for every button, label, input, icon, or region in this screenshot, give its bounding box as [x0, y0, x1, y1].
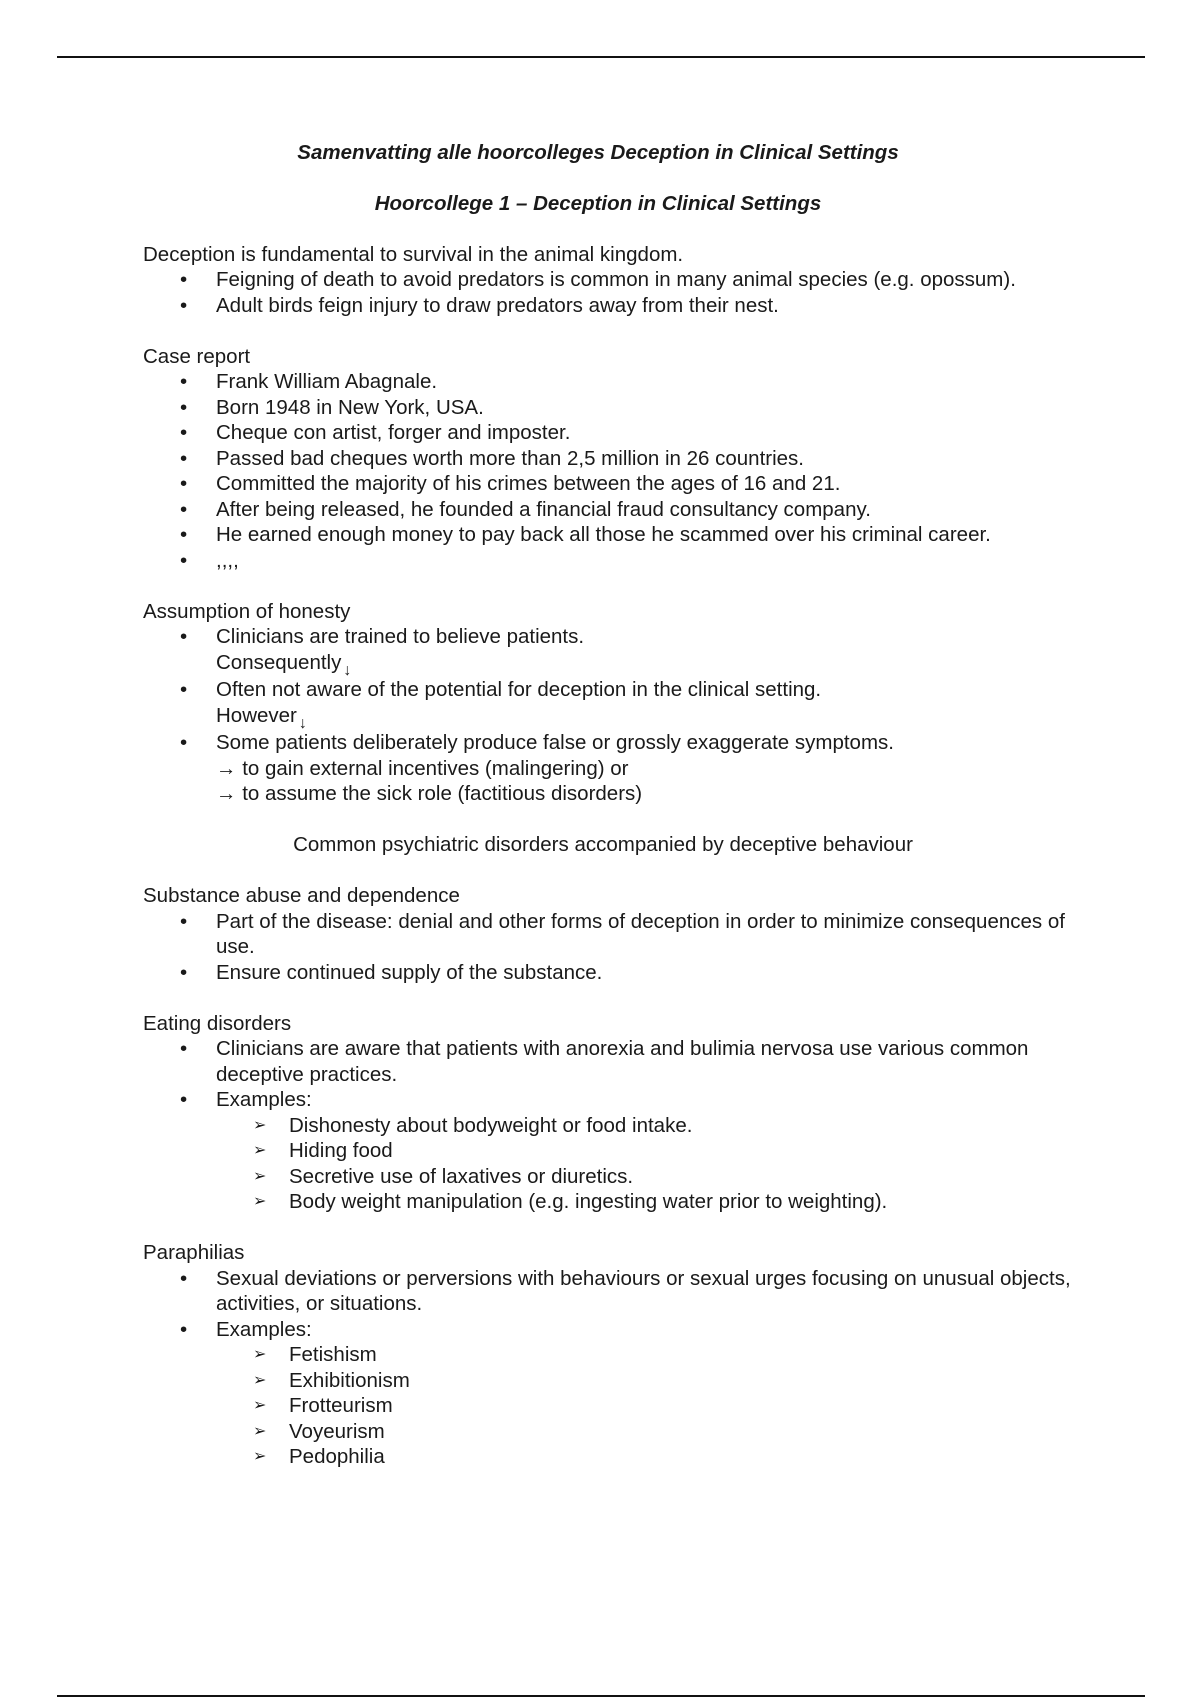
honesty-bullet-1: Clinicians are trained to believe patients.	[216, 625, 585, 648]
list-item: • Examples:	[143, 1317, 1083, 1343]
list-item: • Part of the disease: denial and other forms of deception in order to minimize consequences of use.	[143, 909, 1083, 960]
list-item: • Clinicians are aware that patients with anorexia and bulimia nervosa use various common deceptive practices.	[143, 1036, 1083, 1087]
however-label: However	[216, 703, 297, 727]
paraphilias-heading: Paraphilias	[143, 1241, 245, 1264]
list-item: • He earned enough money to pay back all those he scammed over his criminal career.	[143, 522, 1083, 548]
substance-list	[143, 909, 1083, 986]
substance-heading: Substance abuse and dependence	[143, 884, 460, 907]
list-item: ➢ Voyeurism	[143, 1419, 1083, 1445]
list-item: • ,,,,	[143, 548, 1083, 574]
paraphilias-examples	[143, 1342, 1083, 1470]
list-item: ➢ Body weight manipulation (e.g. ingesting water prior to weighting).	[143, 1189, 1083, 1215]
intro-list	[143, 267, 1083, 318]
eating-list	[143, 1036, 1083, 1113]
list-item	[143, 624, 1083, 677]
document-page	[143, 140, 1083, 1470]
case-report-list	[143, 369, 1083, 573]
list-item: • Adult birds feign injury to draw predators away from their nest.	[143, 293, 1083, 319]
lecture-title: Hoorcollege 1 – Deception in Clinical Settings	[374, 191, 822, 215]
list-item: • Cheque con artist, forger and imposter.	[143, 420, 1083, 446]
eating-examples	[143, 1113, 1083, 1215]
list-item: • Committed the majority of his crimes between the ages of 16 and 21.	[143, 471, 1083, 497]
list-item: • After being released, he founded a financial fraud consultancy company.	[143, 497, 1083, 523]
list-item: • Passed bad cheques worth more than 2,5 million in 26 countries.	[143, 446, 1083, 472]
footer-rule	[57, 1695, 1145, 1697]
eating-heading: Eating disorders	[143, 1011, 292, 1035]
list-item: ➢ Secretive use of laxatives or diuretics.	[143, 1164, 1083, 1190]
list-item: • Examples:	[143, 1087, 1083, 1113]
honesty-list	[143, 624, 1083, 807]
honesty-heading: Assumption of honesty	[143, 599, 351, 623]
list-item	[143, 730, 1083, 807]
intro-heading: Deception is fundamental to survival in the animal kingdom.	[143, 242, 684, 266]
list-item	[143, 677, 1083, 730]
list-item: • Ensure continued supply of the substance.	[143, 960, 1083, 986]
list-item: ➢ Pedophilia	[143, 1444, 1083, 1470]
list-item: ➢ Frotteurism	[143, 1393, 1083, 1419]
honesty-bullet-3: Some patients deliberately produce false or grossly exaggerate symptoms.	[216, 731, 894, 754]
list-item: • Frank William Abagnale.	[143, 369, 1083, 395]
honesty-bullet-2: Often not aware of the potential for deception in the clinical setting.	[216, 678, 822, 701]
list-item: ➢ Fetishism	[143, 1342, 1083, 1368]
list-item: • Feigning of death to avoid predators is common in many animal species (e.g. opossum).	[143, 267, 1083, 293]
document-title: Samenvatting alle hoorcolleges Deception in Clinical Settings	[297, 141, 899, 164]
consequently-label: Consequently	[216, 650, 342, 674]
common-disorders-heading: Common psychiatric disorders accompanied by deceptive behaviour	[293, 833, 913, 856]
malingering-line: → to gain external incentives (malingering) or	[216, 756, 629, 780]
list-item: ➢ Dishonesty about bodyweight or food intake.	[143, 1113, 1083, 1139]
arrow-down-icon: ↓	[298, 714, 307, 732]
list-item: ➢ Hiding food	[143, 1138, 1083, 1164]
paraphilias-list	[143, 1266, 1083, 1343]
factitious-line: → to assume the sick role (factitious disorders)	[216, 782, 643, 805]
case-report-heading: Case report	[143, 344, 251, 368]
header-rule	[57, 56, 1145, 58]
list-item: • Born 1948 in New York, USA.	[143, 395, 1083, 421]
list-item: ➢ Exhibitionism	[143, 1368, 1083, 1394]
arrow-down-icon: ↓	[343, 661, 352, 679]
list-item: • Sexual deviations or perversions with behaviours or sexual urges focusing on unusual objects, activities, or situations.	[143, 1266, 1083, 1317]
